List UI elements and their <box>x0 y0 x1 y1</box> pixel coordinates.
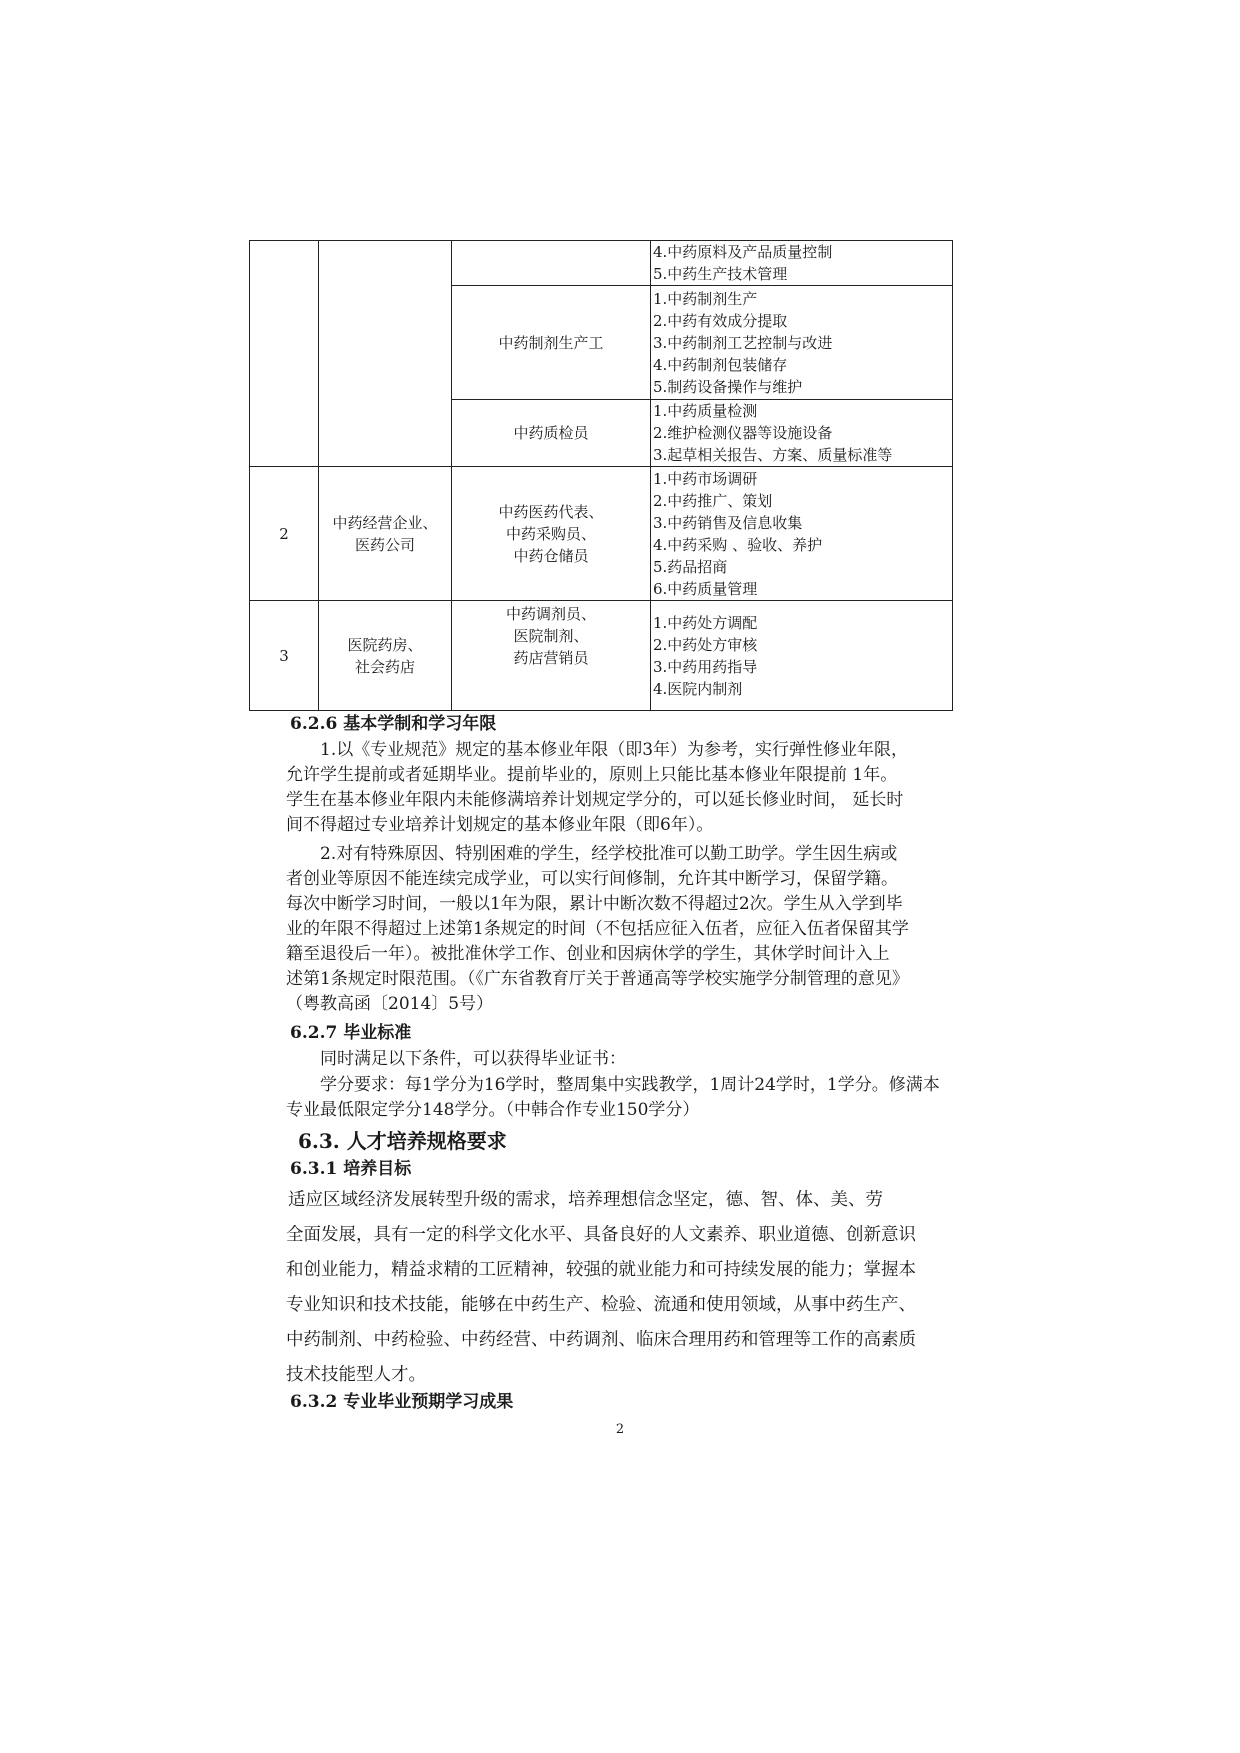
workplace-name: 医药公司 <box>354 535 415 554</box>
paragraph-training-objective: 适应区域经济发展转型升级的需求，培养理想信念坚定，德、智、体、美、劳 全面发展，具有一定的科学文化水平、具备良好的人文素养、职业道德、创新意识 和创业能力，精益求精的工匠精神，较强的就业能力和可持续发展的能力；掌握本 专业知识和技术技能，能够在中药生产、检验、流通和使用领域，从事中药生产、 中药制剂、中药检验、中药经营、中药调剂、临床合理用药和管理等工作的高素质 技术技能型人才。 <box>286 1190 916 1385</box>
row-number-cell <box>250 241 319 467</box>
post-name: 中药质检员 <box>513 424 589 442</box>
duty-item: 3.中药用药指导 <box>653 657 758 676</box>
duty-item: 2.中药有效成分提取 <box>653 311 788 330</box>
duty-item: 2.中药推广、策划 <box>653 491 773 510</box>
workplace-cell <box>319 467 452 601</box>
post-cell <box>452 467 651 601</box>
table-row <box>250 601 953 711</box>
workplace-cell <box>319 601 452 711</box>
duty-item: 1.中药市场调研 <box>653 469 758 488</box>
duty-item: 2.维护检测仪器等设施设备 <box>653 424 833 442</box>
table-row <box>250 467 953 601</box>
duty-item: 3.中药销售及信息收集 <box>653 513 803 532</box>
workplace-name: 中药经营企业、 <box>332 513 438 532</box>
post-name: 药店营销员 <box>513 649 589 667</box>
row-number-cell: 2 <box>250 467 319 601</box>
job-table <box>249 240 953 711</box>
post-cell <box>452 400 651 467</box>
section-6-3-1-heading: 6.3.1 培养目标 <box>290 1159 412 1179</box>
section-6-2-7-heading: 6.2.7 毕业标准 <box>290 1023 412 1043</box>
post-name: 中药调剂员、 <box>505 605 596 623</box>
duty-item: 3.中药制剂工艺控制与改进 <box>653 333 833 352</box>
duties-cell <box>651 601 953 711</box>
duty-item: 1.中药制剂生产 <box>653 289 758 308</box>
duty-item: 5.药品招商 <box>653 557 728 576</box>
duties-cell <box>651 241 953 286</box>
paragraph-credit-requirements: 学分要求：每1学分为16学时，整周集中实践教学，1周计24学时，1学分。修满本 专业最低限定学分148学分。（中韩合作专业150学分） <box>286 1075 940 1120</box>
workplace-name: 医院药房、 <box>347 635 423 654</box>
workplace-cell <box>319 241 452 467</box>
section-6-2-6-heading: 6.2.6 基本学制和学习年限 <box>290 714 497 734</box>
post-cell <box>452 286 651 400</box>
post-name: 中药制剂生产工 <box>498 333 604 352</box>
page-number: 2 <box>615 1422 625 1437</box>
duties-cell <box>651 400 953 467</box>
workplace-name: 社会药店 <box>354 657 415 676</box>
duty-item: 4.中药原料及产品质量控制 <box>653 243 833 261</box>
duty-item: 1.中药质量检测 <box>653 402 758 420</box>
post-name: 中药采购员、 <box>505 524 596 543</box>
post-name: 中药医药代表、 <box>498 502 604 521</box>
duty-item: 4.中药采购 、验收、养护 <box>653 535 823 554</box>
post-name: 医院制剂、 <box>513 627 589 645</box>
duty-item: 1.中药处方调配 <box>653 613 758 632</box>
post-name: 中药仓储员 <box>513 546 589 565</box>
duties-cell <box>651 286 953 400</box>
duty-item: 4.医院内制剂 <box>653 679 743 698</box>
section-6-3-heading: 6.3. 人才培养规格要求 <box>298 1129 507 1153</box>
duty-item: 5.制药设备操作与维护 <box>653 377 803 396</box>
duty-item: 5.中药生产技术管理 <box>653 265 788 283</box>
paragraph-graduation-conditions: 同时满足以下条件，可以获得毕业证书： <box>320 1049 626 1069</box>
duties-cell <box>651 467 953 601</box>
row-number-cell: 3 <box>250 601 319 711</box>
post-cell <box>452 601 651 711</box>
duty-item: 6.中药质量管理 <box>653 579 758 598</box>
table-row <box>250 241 953 286</box>
duty-item: 3.起草相关报告、方案、质量标准等 <box>653 446 893 464</box>
post-cell <box>452 241 651 286</box>
section-6-3-2-heading: 6.3.2 专业毕业预期学习成果 <box>290 1392 514 1412</box>
paragraph-flexible-years: 1.以《专业规范》规定的基本修业年限（即3年）为参考，实行弹性修业年限， 允许学生提前或者延期毕业。提前毕业的，原则上只能比基本修业年限提前 1年。 学生在基本修业年限内未能修满培养计划规定学分的，可以延长修业时间， 延长时 间不得超过专业培养计划规定的基本修业年限（即6年）。 <box>286 740 909 835</box>
duty-item: 2.中药处方审核 <box>653 635 758 654</box>
duty-item: 4.中药制剂包装储存 <box>653 355 788 374</box>
paragraph-suspension-rules: 2.对有特殊原因、特别困难的学生，经学校批准可以勤工助学。学生因生病或 者创业等原因不能连续完成学业，可以实行间修制，允许其中断学习，保留学籍。 每次中断学习时间，一般以1年为限，累计中断次数不得超过2次。学生从入学到毕 业的年限不得超过上述第1条规定的时间（不包括应征入伍者，应征入伍者保留其学 籍至退役后一年）。被批准休学工作、创业和因病休学的学生，其休学时间计入上 述第1条规定时限范围。（《广东省教育厅关于普通高等学校实施学分制管理的意见》 （粤教高函〔2014〕5号） <box>286 844 909 1014</box>
